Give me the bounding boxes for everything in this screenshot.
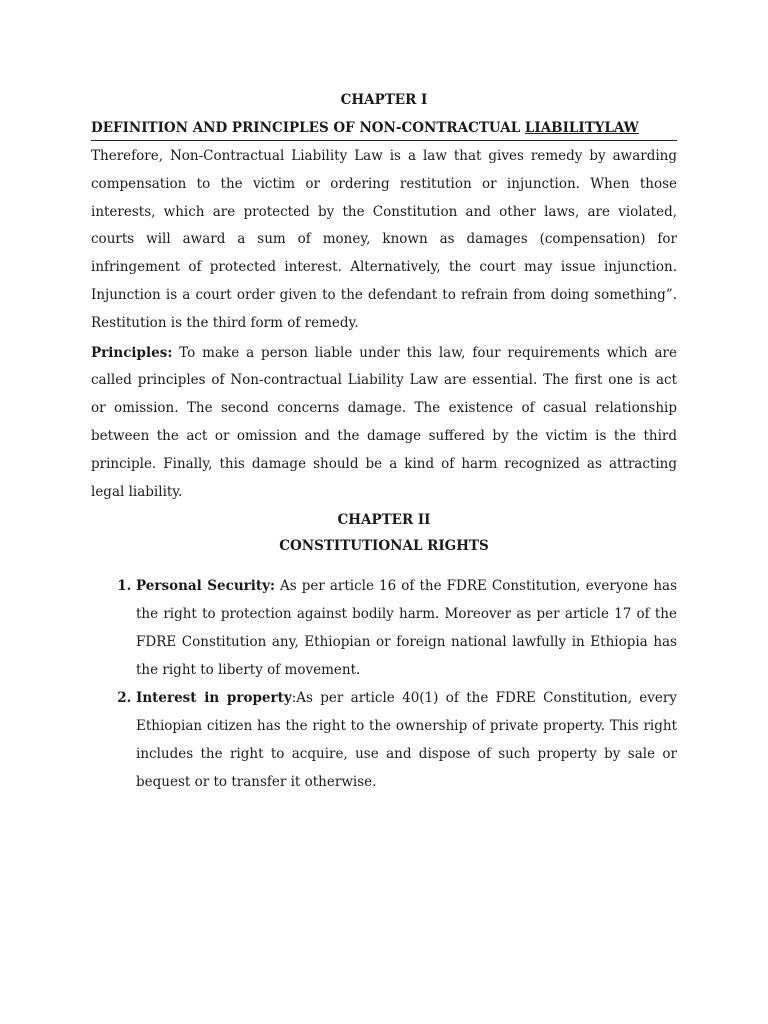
chapter-2-label: CHAPTER II xyxy=(337,512,431,529)
principles-label: Principles: xyxy=(91,344,173,361)
right-title: Personal Security: xyxy=(136,578,275,595)
chapter-1-label: CHAPTER I xyxy=(340,92,428,108)
right-text: :As per article 40(1) of the FDRE Constitution, every Ethiopian citizen has the right to the ownership of private property. This right includes the right to acquire, use and dispose of such property by sale or bequest or to transfer it otherwise. xyxy=(136,690,677,791)
list-item xyxy=(136,684,677,796)
rights-list xyxy=(91,572,677,796)
right-text: As per article 16 of the FDRE Constitution, everyone has the right to protection against bodily harm. Moreover as per article 17 of the FDRE Constitution any, Ethiopian or foreign national lawfully in Ethiopia has the right to liberty of movement. xyxy=(136,578,677,679)
definition-paragraph: Therefore, Non-Contractual Liability Law is a law that gives remedy by awarding compensation to the victim or ordering restitution or injunction. When those interests, which are protected by the Constitution and other laws, are violated, courts will award a sum of money, known as damages (compensation) for infringement of protected interest. Alternatively, the court may issue injunction. Injunction is a court order given to the defendant to refrain from doing something”. Restitution is the third form of remedy. xyxy=(91,148,677,331)
document-page xyxy=(91,90,677,796)
chapter-2-heading: CONSTITUTIONAL RIGHTS xyxy=(279,538,489,555)
principles-text: To make a person liable under this law, four requirements which are called principles of Non-contractual Liability Law are essential. The first one is act or omission. The second concerns damage. The existence of casual relationship between the act or omission and the damage suffered by the victim is the third principle. Finally, this damage should be a kind of harm recognized as attracting legal liability. xyxy=(91,344,677,500)
list-item xyxy=(136,572,677,684)
principles-paragraph xyxy=(91,340,677,507)
chapter-1-heading-main: DEFINITION AND PRINCIPLES OF NON-CONTRACTUAL xyxy=(91,120,525,136)
chapter-1-heading-underlined: LIABILITYLAW xyxy=(524,120,639,136)
chapter-1-heading xyxy=(91,118,677,141)
right-title: Interest in property xyxy=(136,690,292,707)
